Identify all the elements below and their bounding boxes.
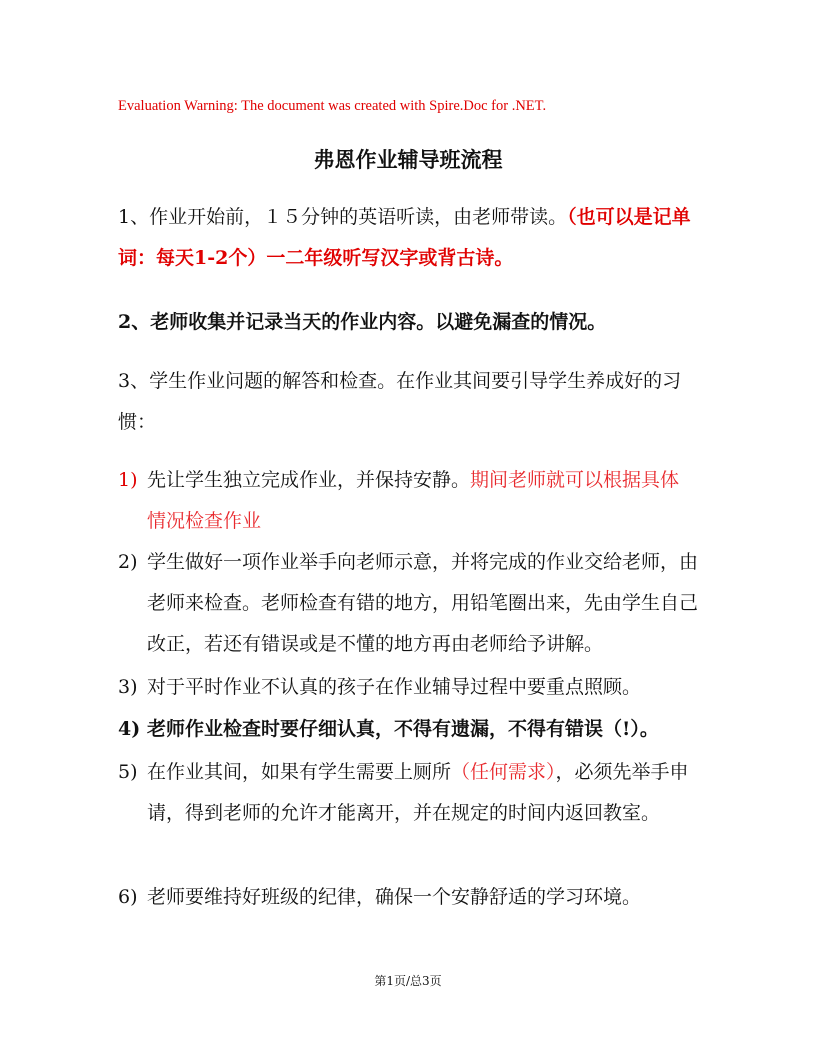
- list-item-4: [118, 709, 698, 750]
- list-text: 老师要维持好班级的纪律，确保一个安静舒适的学习环境。: [147, 886, 642, 908]
- section-1-text: 1、作业开始前，１５分钟的英语听读，由老师带读。: [118, 206, 568, 228]
- list-number: 6): [118, 886, 138, 908]
- list-number: 2): [118, 551, 138, 573]
- page-footer: 第1页/总3页: [374, 974, 442, 988]
- section-2: 2、老师收集并记录当天的作业内容。以避免漏查的情况。: [118, 311, 607, 333]
- list-item-1: [118, 460, 698, 542]
- list-highlight: （任何需求）: [451, 761, 556, 783]
- document-title: 弗恩作业辅导班流程: [313, 147, 503, 172]
- list-item-2: [118, 542, 698, 665]
- list-item-6: [118, 877, 698, 918]
- list-text-before: 在作业其间，如果有学生需要上厕所: [147, 761, 452, 783]
- list-text: 先让学生独立完成作业，并保持安静。: [147, 469, 471, 491]
- section-1: [118, 197, 698, 279]
- list-number: 1): [118, 469, 138, 491]
- list-highlight: 期间老师就可以根据具体情况检查作业: [147, 469, 680, 532]
- list-number: 4): [118, 718, 141, 740]
- list-item-5: [118, 752, 698, 834]
- section-1-highlight: （也可以是记单词：每天1-2个）一二年级听写汉字或背古诗。: [118, 206, 691, 269]
- list-text: 对于平时作业不认真的孩子在作业辅导过程中要重点照顾。: [147, 676, 642, 698]
- list-number: 3): [118, 676, 138, 698]
- evaluation-warning: Evaluation Warning: The document was created with Spire.Doc for .NET.: [118, 98, 547, 114]
- list-text: 老师作业检查时要仔细认真，不得有遗漏，不得有错误（!）。: [147, 718, 659, 740]
- list-text-after: ，必须先举手申请，得到老师的允许才能离开，并在规定的时间内返回教室。: [147, 761, 689, 824]
- list-item-3: [118, 667, 698, 708]
- list-number: 5): [118, 761, 138, 783]
- section-3: 3、学生作业问题的解答和检查。在作业其间要引导学生养成好的习惯：: [118, 370, 682, 433]
- list-text: 学生做好一项作业举手向老师示意，并将完成的作业交给老师，由老师来检查。老师检查有错的地方，用铅笔圈出来，先由学生自己改正，若还有错误或是不懂的地方再由老师给予讲解。: [147, 551, 699, 655]
